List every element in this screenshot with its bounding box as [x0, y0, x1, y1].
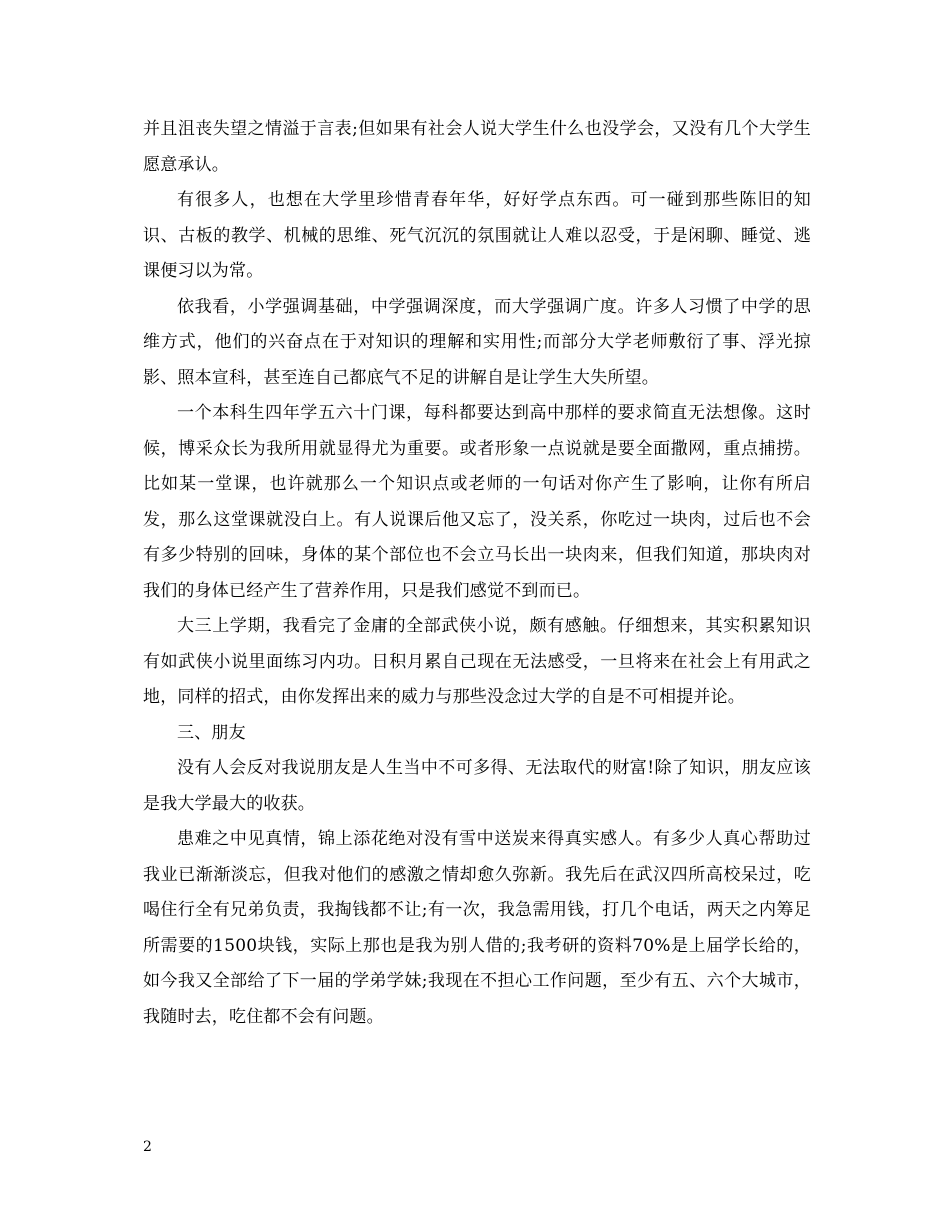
paragraph-study-attitude: 有很多人，也想在大学里珍惜青春年华，好好学点东西。可一碰到那些陈旧的知识、古板的教学、机械的思维、死气沉沉的氛围就让人难以忍受，于是闲聊、睡觉、逃课便习以为常。	[143, 190, 811, 281]
page-number: 2	[143, 1139, 152, 1155]
document-body	[143, 112, 811, 1035]
paragraph-course-load: 一个本科生四年学五六十门课，每科都要达到高中那样的要求简直无法想像。这时候，博采众长为我所用就显得尤为重要。或者形象一点说就是要全面撒网，重点捕捞。比如某一堂课，也许就那么一个知识点或老师的一句话对你产生了影响，让你有所启发，那么这堂课就没白上。有人说课后他又忘了，没关系，你吃过一块肉，过后也不会有多少特别的回味，身体的某个部位也不会立马长出一块肉来，但我们知道，那块肉对我们的身体已经产生了营养作用，只是我们感觉不到而已。	[143, 403, 811, 601]
paragraph-wuxia-analogy: 大三上学期，我看完了金庸的全部武侠小说，颇有感触。仔细想来，其实积累知识有如武侠小说里面练习内功。日积月累自己现在无法感受，一旦将来在社会上有用武之地，同样的招式，由你发挥出来的威力与那些没念过大学的自是不可相提并论。	[143, 616, 811, 707]
paragraph-friends-wealth: 没有人会反对我说朋友是人生当中不可多得、无法取代的财富!除了知识，朋友应该是我大学最大的收获。	[143, 758, 811, 814]
paragraph-education-breadth: 依我看，小学强调基础，中学强调深度，而大学强调广度。许多人习惯了中学的思维方式，他们的兴奋点在于对知识的理解和实用性;而部分大学老师敷衍了事、浮光掠影、照本宣科，甚至连自己都底气不足的讲解自是让学生大失所望。	[143, 296, 811, 388]
section-heading-friends: 三、朋友	[177, 722, 246, 743]
paragraph-friends-help: 患难之中见真情，锦上添花绝对没有雪中送炭来得真实感人。有多少人真心帮助过我业已渐渐淡忘，但我对他们的感激之情却愈久弥新。我先后在武汉四所高校呆过，吃喝住行全有兄弟负责，我掏钱都不让;有一次，我急需用钱，打几个电话，两天之内筹足所需要的1500块钱，实际上那也是我为别人借的;我考研的资料70%是上届学长给的，如今我又全部给了下一届的学弟学妹;我现在不担心工作问题，至少有五、六个大城市，我随时去，吃住都不会有问题。	[143, 829, 811, 1027]
paragraph-continuation: 并且沮丧失望之情溢于言表;但如果有社会人说大学生什么也没学会，又没有几个大学生愿意承认。	[143, 119, 811, 175]
